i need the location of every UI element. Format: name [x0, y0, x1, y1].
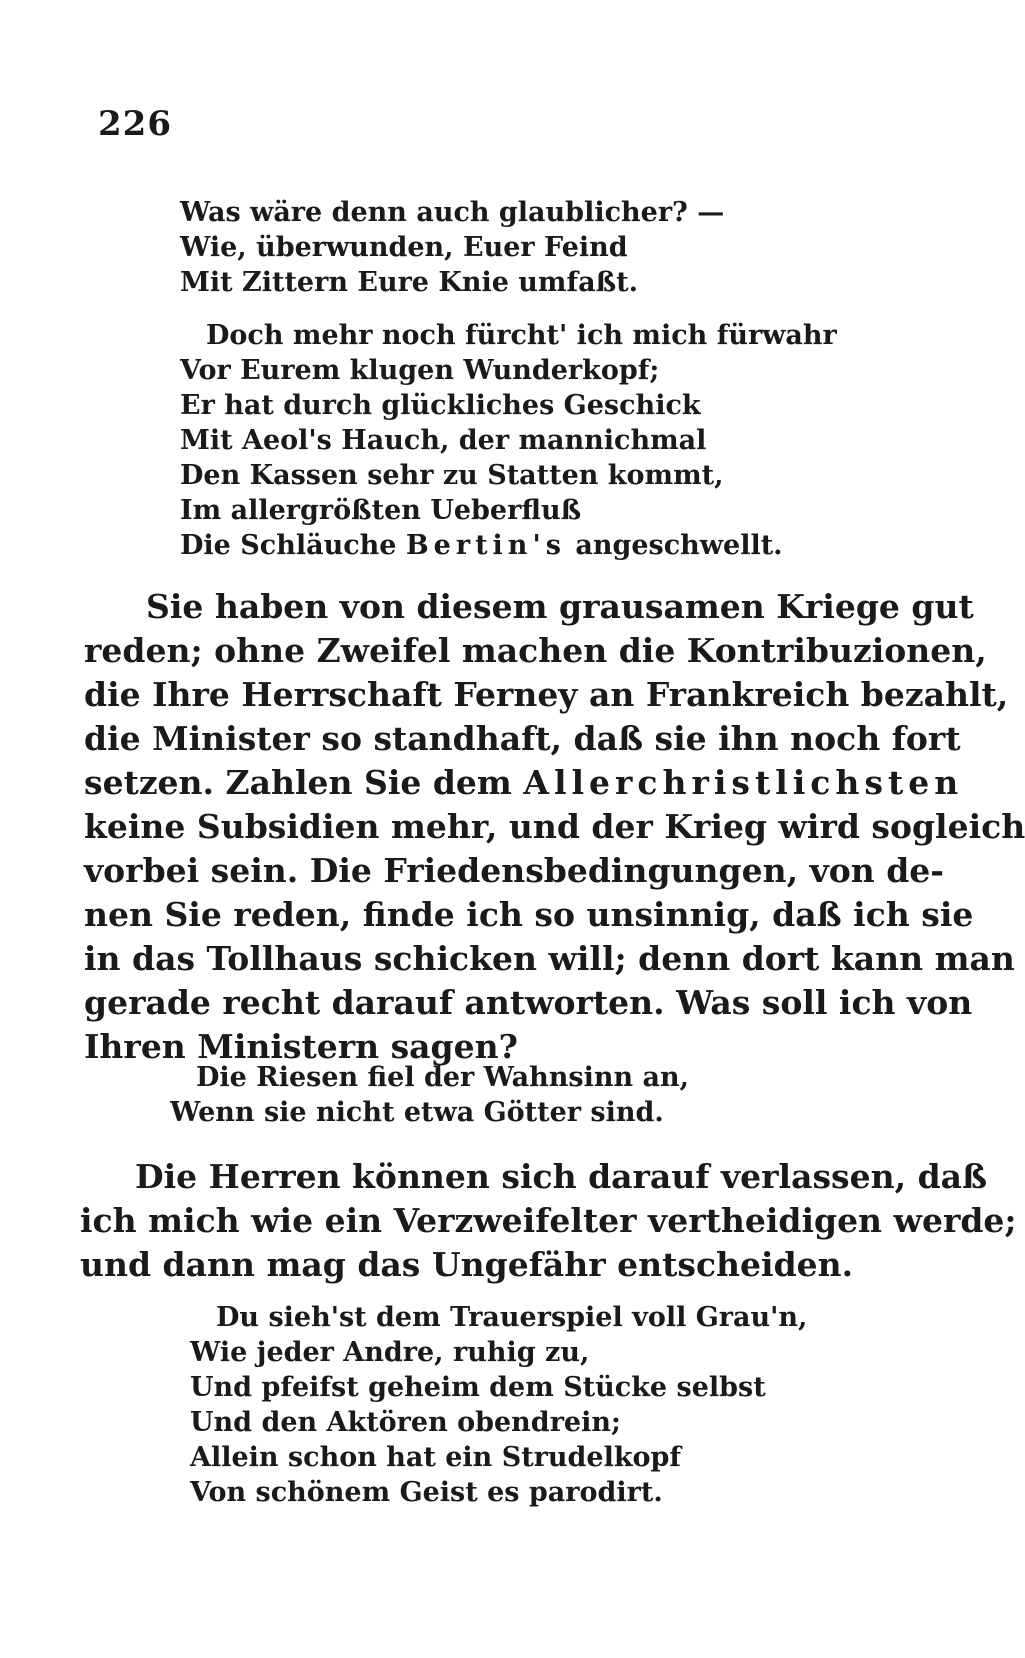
prose-text: setzen. Zahlen Sie dem [84, 763, 524, 802]
prose-line: die Minister so standhaft, daß sie ihn noch fort [84, 719, 961, 758]
prose-line: Ihren Ministern sagen? [84, 1027, 518, 1066]
verse-line: Von schönem Geist es parodirt. [190, 1477, 663, 1508]
prose-line: keine Subsidien mehr, und der Krieg wird sogleich [84, 807, 1025, 846]
page-number: 226 [98, 104, 172, 144]
verse-line: Mit Aeol's Hauch, der mannichmal [180, 425, 707, 456]
verse-line: Was wäre denn auch glaublicher? — [180, 197, 725, 228]
prose-line: vorbei sein. Die Friedensbedingungen, von de- [84, 851, 944, 890]
spaced-word: Allerchristlichsten [523, 763, 964, 802]
prose-line [84, 761, 964, 805]
prose-paragraph-2 [80, 1155, 1017, 1287]
verse-line: Mit Zittern Eure Knie umfaßt. [180, 267, 638, 298]
verse-line: Die Riesen fiel der Wahnsinn an, [196, 1062, 690, 1093]
prose-line: Sie haben von diesem grausamen Kriege gut [146, 587, 974, 626]
verse-line: Und pfeifst geheim dem Stücke selbst [190, 1372, 766, 1403]
verse-block-1 [180, 195, 837, 563]
verse-line: Du sieh'st dem Trauerspiel voll Grau'n, [216, 1302, 808, 1333]
verse-line [180, 528, 837, 563]
prose-line: die Ihre Herrschaft Ferney an Frankreich bezahlt, [84, 675, 1009, 714]
verse-line: Und den Aktören obendrein; [190, 1407, 621, 1438]
prose-line: ich mich wie ein Verzweifelter vertheidigen werde; [80, 1201, 1017, 1240]
verse-text: Die Schläuche [180, 530, 406, 561]
prose-line: reden; ohne Zweifel machen die Kontribuzionen, [84, 631, 987, 670]
verse-text: angeschwellt. [565, 530, 783, 561]
verse-block-2 [170, 1060, 689, 1130]
verse-line: Den Kassen sehr zu Statten kommt, [180, 460, 724, 491]
prose-paragraph-1 [84, 585, 1025, 1069]
prose-line: und dann mag das Ungefähr entscheiden. [80, 1245, 854, 1284]
verse-line: Allein schon hat ein Strudelkopf [190, 1442, 682, 1473]
verse-block-3 [190, 1300, 807, 1510]
verse-line: Er hat durch glückliches Geschick [180, 390, 701, 421]
verse-line: Im allergrößten Ueberfluß [180, 495, 582, 526]
verse-line: Vor Eurem klugen Wunderkopf; [180, 355, 660, 386]
verse-line: Doch mehr noch fürcht' ich mich fürwahr [206, 320, 837, 351]
verse-line: Wie, überwunden, Euer Feind [180, 232, 628, 263]
prose-line: gerade recht darauf antworten. Was soll ich von [84, 983, 973, 1022]
verse-line: Wie jeder Andre, ruhig zu, [190, 1337, 590, 1368]
prose-line: Die Herren können sich darauf verlassen, daß [135, 1157, 988, 1196]
prose-line: in das Tollhaus schicken will; denn dort kann man [84, 939, 1015, 978]
prose-line: nen Sie reden, finde ich so unsinnig, daß ich sie [84, 895, 974, 934]
verse-line: Wenn sie nicht etwa Götter sind. [170, 1097, 664, 1128]
spaced-name: Bertin's [405, 530, 566, 561]
